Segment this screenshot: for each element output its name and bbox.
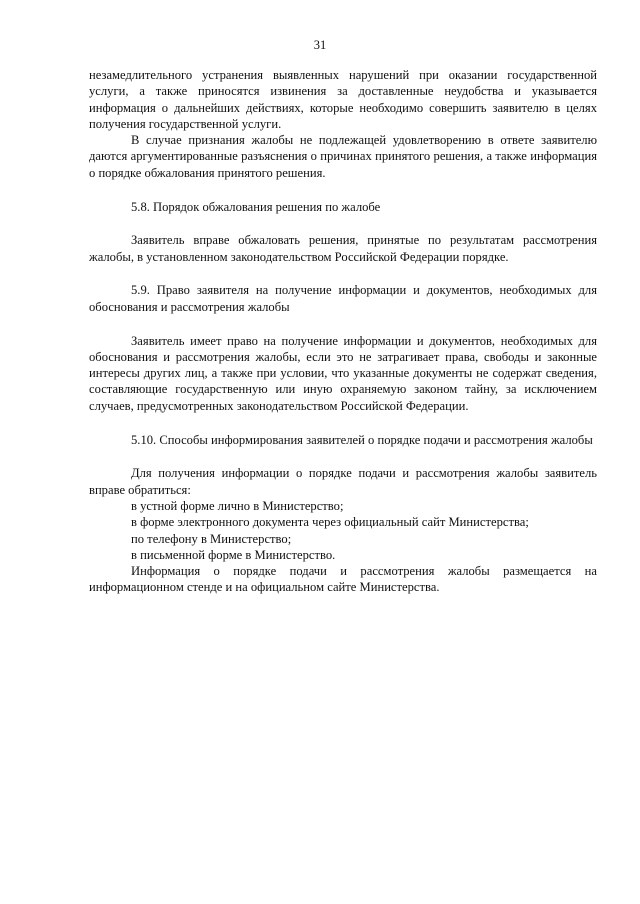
paragraph-rejection: В случае признания жалобы не подлежащей удовлетворению в ответе заявителю даются аргументированные разъяснения о причинах принятого решения, а также информация о порядке обжалования принятого решения. — [89, 133, 597, 180]
spacer — [89, 414, 597, 432]
section-heading-5-8: 5.8. Порядок обжалования решения по жалобе — [131, 199, 381, 214]
paragraph-remedy: незамедлительного устранения выявленных нарушений при оказании государственной услуги, а также приносятся извинения за доставленные неудобства и указывается информация о дальнейших действиях, которые необходимо совершить заявителю в целях получения государственной услуги. — [89, 68, 597, 131]
spacer — [89, 265, 597, 283]
list-item-phone: по телефону в Министерство; — [131, 531, 292, 546]
spacer — [89, 315, 597, 333]
paragraph-info-methods: Для получения информации о порядке подачи и рассмотрения жалобы заявитель вправе обратиться: — [89, 466, 597, 497]
list-item-written: в письменной форме в Министерство. — [131, 547, 336, 562]
paragraph-info-placement: Информация о порядке подачи и рассмотрения жалобы размещается на информационном стенде и на официальном сайте Министерства. — [89, 564, 597, 595]
spacer — [89, 181, 597, 199]
page-number: 31 — [313, 38, 327, 52]
section-heading-5-10: 5.10. Способы информирования заявителей о порядке подачи и рассмотрения жалобы — [131, 432, 593, 447]
list-item-oral: в устной форме лично в Министерство; — [131, 498, 344, 513]
page-content — [89, 67, 597, 596]
spacer — [89, 215, 597, 233]
list-item-electronic: в форме электронного документа через официальный сайт Министерства; — [131, 515, 529, 530]
section-heading-5-9: 5.9. Право заявителя на получение информации и документов, необходимых для обоснования и рассмотрения жалобы — [89, 283, 597, 314]
paragraph-right-to-info: Заявитель имеет право на получение информации и документов, необходимых для обоснования и рассмотрения жалобы, если это не затрагивает права, свободы и законные интересы других лиц, а также при условии, что указанные документы не содержат сведения, составляющие государственную или иную охраняемую законом тайну, за исключением случаев, предусмотренных законодательством Российской Федерации. — [89, 333, 597, 413]
spacer — [89, 448, 597, 466]
paragraph-appeal: Заявитель вправе обжаловать решения, принятые по результатам рассмотрения жалобы, в установленном законодательством Российской Федерации порядке. — [89, 233, 597, 264]
